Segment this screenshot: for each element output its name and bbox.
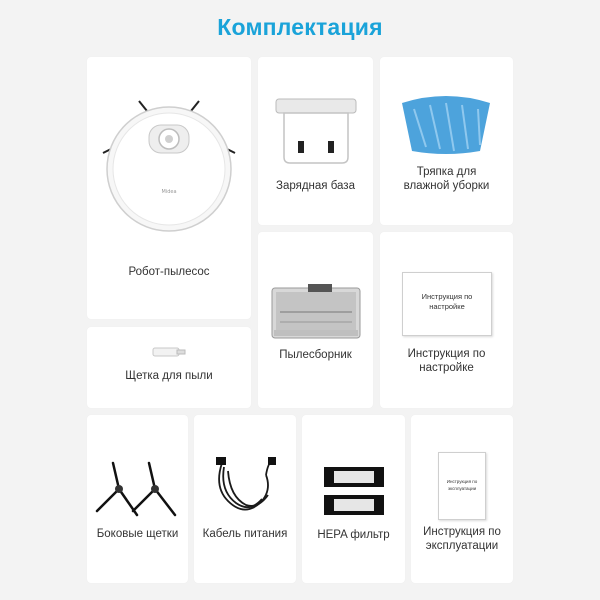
robot-label: Робот-пылесос: [128, 266, 210, 278]
power-cable-image: [210, 457, 280, 519]
dustbin-image: [270, 282, 362, 342]
base-label: Зарядная база: [276, 180, 355, 192]
user-booklet-line2: эксплуатации: [447, 486, 477, 491]
robot-vacuum-image: [99, 97, 239, 237]
card-mop: [380, 57, 513, 225]
user-manual-label-line1: Инструкция по: [423, 526, 501, 538]
card-brush: [87, 327, 251, 408]
setup-manual-label-line1: Инструкция по: [407, 348, 486, 360]
brush-label: Щетка для пыли: [125, 370, 213, 382]
mop-cloth-image: [396, 93, 496, 159]
side-brushes-label: Боковые щетки: [96, 528, 179, 540]
page-title: Комплектация: [217, 14, 383, 40]
card-user-manual: [411, 415, 513, 583]
user-booklet-image: [438, 452, 486, 520]
charging-base-image: [270, 95, 362, 167]
hepa-filter-image: [322, 465, 386, 517]
card-dustbin: [258, 232, 373, 408]
card-base: [258, 57, 373, 225]
user-booklet-line1: Инструкция по: [446, 479, 478, 484]
card-setup-manual: [380, 232, 513, 408]
setup-manual-label-line2: настройке: [419, 362, 474, 374]
svg-text:Midea: Midea: [161, 189, 177, 195]
card-side-brushes: [87, 415, 188, 583]
card-hepa: [302, 415, 405, 583]
cable-label: Кабель питания: [202, 528, 288, 540]
mop-label-line2: влажной уборки: [403, 180, 490, 192]
user-manual-label-line2: эксплуатации: [425, 540, 499, 552]
card-cable: [194, 415, 296, 583]
setup-booklet-line1: Инструкция по: [421, 292, 473, 301]
mop-label-line1: Тряпка для: [416, 166, 477, 178]
setup-booklet-line2: настройке: [429, 302, 465, 311]
cleaning-brush-image: [149, 344, 189, 360]
side-brushes-image: [93, 459, 181, 521]
setup-booklet-image: [402, 272, 492, 336]
hepa-label: HEPA фильтр: [317, 529, 390, 541]
dustbin-label: Пылесборник: [279, 349, 352, 361]
card-robot: [87, 57, 251, 319]
